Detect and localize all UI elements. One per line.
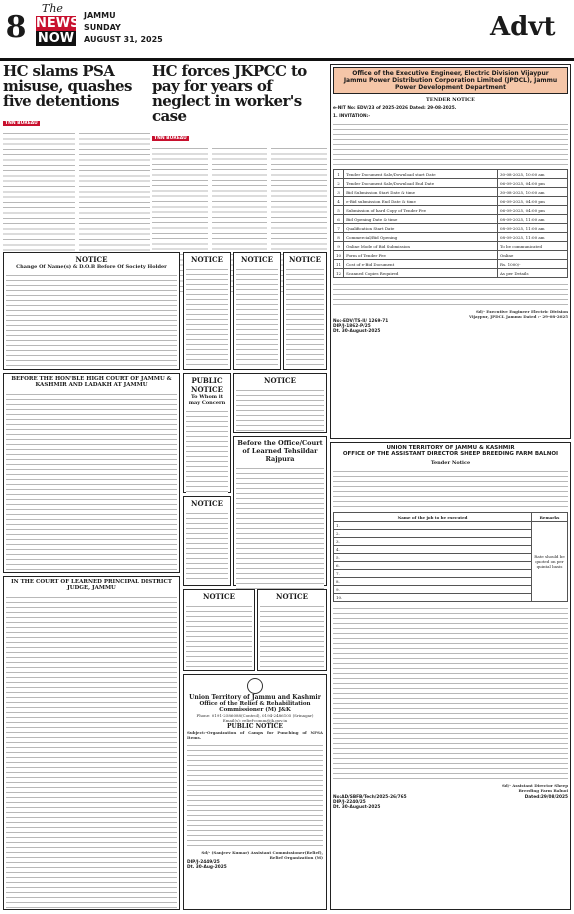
schedule-row: 1 Tender Document Sale/Download start Date 30-08-2025, 10:00 am	[334, 170, 568, 179]
schedule-row: 11 Cost of e-Bid Document Rs. 1000/-	[334, 260, 568, 269]
schedule-row: 2 Tender Document Sale/Download End Date 06-09-2025, 04:00 pm	[334, 179, 568, 188]
jobs-table: Name of the job to be executed Remarks 1. Rate should be quoted on per quintal basis 2. 3. 4. 5. 6. 7. 8. 9. 10.	[333, 512, 568, 602]
article-psa	[3, 64, 150, 249]
job-row: 1. Rate should be quoted on per quintal basis	[334, 522, 568, 530]
schedule-row: 6 Bid Opening Date & time 08-09-2025, 11:00 am	[334, 215, 568, 224]
job-row: 4.	[334, 546, 568, 554]
notice-5: NOTICE	[283, 252, 327, 370]
notice-3: NOTICE	[183, 252, 231, 370]
job-row: 5.	[334, 554, 568, 562]
tender-sheep-farm: UNION TERRITORY OF JAMMU & KASHMIR OFFICE OF THE ASSISTANT DIRECTOR SHEEP BREEDING FARM BALNOI Tender Notice Name of the job to be executed Remarks 1. Rate should be quoted on per quintal basis 2. 3. 4. 5. 6. 7. 8. 9. 10. Sd/- Assistant Director Sheep Breeding Farm Balnoi No:AD/SBFB/Tech/2025-26/765 Dated:29/08/2025 DIP/J-2240/25 Dt. 30-August-2025	[330, 442, 571, 910]
notice-district-court: IN THE COURT OF LEARNED PRINCIPAL DISTRICT JUDGE, JAMMU	[3, 576, 180, 910]
masthead	[0, 0, 574, 62]
newspaper-logo: The NEWS NOW	[36, 2, 80, 46]
emblem-icon	[247, 678, 263, 694]
job-row: 2.	[334, 530, 568, 538]
schedule-row: 5 Submission of hard Copy of Tender Fee 06-09-2025, 04:00 pm	[334, 206, 568, 215]
article-headline: HC forces JKPCC to pay for years of neglect in worker's case	[152, 62, 307, 125]
dateline: JAMMU SUNDAY AUGUST 31, 2025	[84, 11, 163, 44]
schedule-row: 7 Qualification Start Date 08-09-2025, 11:00 am	[334, 224, 568, 233]
job-row: 3.	[334, 538, 568, 546]
article-byline: TNN BUREAU	[5, 121, 38, 126]
job-row: 9.	[334, 586, 568, 594]
notice-high-court: BEFORE THE HON'BLE HIGH COURT OF JAMMU & KASHMIR AND LADAKH AT JAMMU	[3, 373, 180, 573]
job-row: 6.	[334, 562, 568, 570]
schedule-row: 8 Commercial/Bid Opening 08-09-2025, 11:00 am	[334, 233, 568, 242]
job-row: 7.	[334, 570, 568, 578]
tender-schedule-table	[333, 169, 568, 278]
article-headline: HC slams PSA misuse, quashes five detentions	[3, 62, 132, 110]
schedule-row: 3 Bid Submission Start Date & time 30-08-2025, 10:00 am	[334, 188, 568, 197]
job-row: 10.	[334, 594, 568, 602]
schedule-row: 9 Online Mode of Bid Submission To be communicated	[334, 242, 568, 251]
notice-public: PUBLIC NOTICE To Whom it may Concern	[183, 373, 231, 493]
job-row: 8.	[334, 578, 568, 586]
schedule-row: 10 Form of Tender Fee Online	[334, 251, 568, 260]
masthead-rule	[0, 58, 574, 61]
notice-relief: Union Territory of Jammu and Kashmir Office of the Relief & Rehabilitation Commissioner (M) J&K Phone: 0191-2586088(Control), 0194-2486105 (Srinagar) Email(s): relief-comm@jk.gov.in PUBLIC NOTICE Subject:-Organization of Camps for Punching of NFSA Items. Sd/- (Sanjeev Kumar) Assistant Commissioner(Relief), Relief Organization (M) DIP/J-2449/25 Dt. 30-Aug-2025	[183, 674, 327, 910]
notice-7: NOTICE	[183, 496, 231, 586]
article-jkpcc	[152, 64, 327, 249]
notice-4: NOTICE	[233, 252, 281, 370]
page-number: 8	[5, 10, 27, 45]
schedule-row: 12 Scanned Copies Required As per Details	[334, 269, 568, 278]
schedule-row: 4 e-Bid submission End Date & time 06-09-2025, 04:00 pm	[334, 197, 568, 206]
tender-header: Office of the Executive Engineer, Electric Division Vijaypur Jammu Power Distribution Corporation Limited (JPDCL), Jammu Power Development Department	[333, 67, 568, 94]
tender-jpdcl: Office of the Executive Engineer, Electric Division Vijaypur Jammu Power Distribution Corporation Limited (JPDCL), Jammu Power Development Department TENDER NOTICE e-NIT No: EDV/23 of 2025-2026 Dated: 29-08-2025. 1. INVITATION:- 1 Tender Document Sale/Download start Date 30-08-2025, 10:00 am 2 Tender Document Sale/Download End Date 06-09-2025, 04:00 pm 3 Bid Submission Start Date & time 30-08-2025, 10:00 am 4 e-Bid submission End Date & time 06-09-2025, 04:00 pm 5 Submission of hard Copy of Tender Fee 06-09-2025, 04:00 pm 6 Bid Opening Date & time 08-09-2025, 11:00 am 7 Qualification Start Date 08-09-2025, 11:00 am 8 Commercial/Bid Opening 08-09-2025, 11:00 am 9 Online Mode of Bid Submission To be communicated 10 Form of Tender Fee Online 11 Cost of e-Bid Document Rs. 1000/- 12 Scanned Copies Required As per Details Sd/- Executive Engineer Electric Division Vijaypur, JPDCL Jammu Dated :- 29-08-2025 No:-EDV/TS-II/ 1269-71 DIP/J-1862-P/25 Dt. 30-August-2025	[330, 64, 571, 439]
notice-12: NOTICE	[257, 589, 327, 671]
article-byline: TNN BUREAU	[154, 136, 187, 141]
notice-11: NOTICE	[183, 589, 255, 671]
section-title: Advt	[490, 12, 556, 42]
notice-tehsildar: Before the Office/Court of Learned Tehsildar Rajpura	[233, 436, 327, 586]
notice-change-of-name: NOTICE Change Of Name(s) & D.O.B Before Of Society Holder	[3, 252, 180, 370]
notice-8: NOTICE	[233, 373, 327, 433]
